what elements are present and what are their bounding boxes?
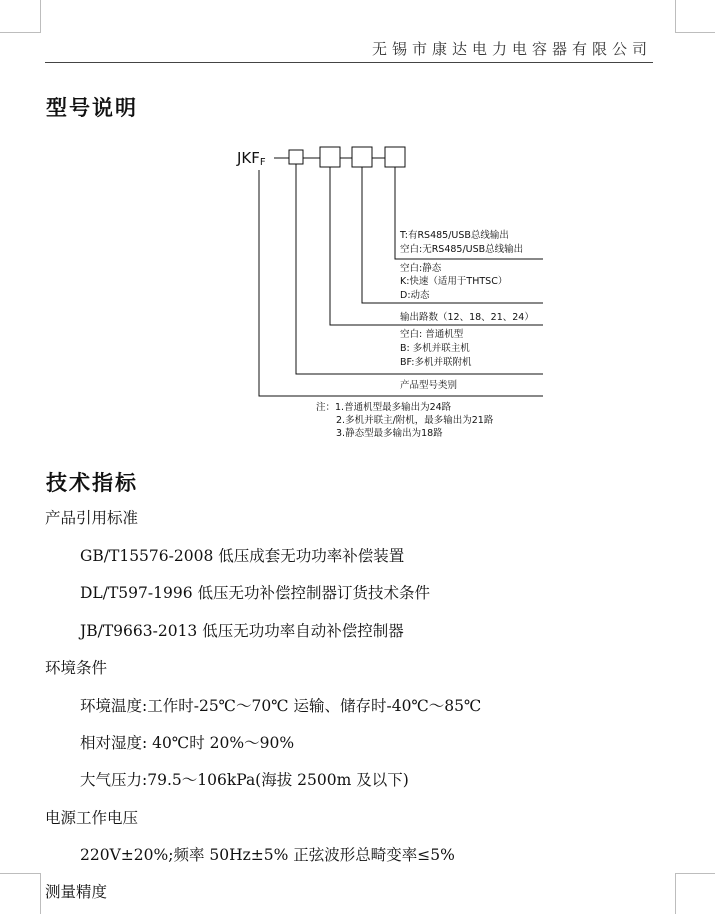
desc-outputs: 输出路数（12、18、21、24） [400,312,534,323]
note-line-1: 注：1.普通机型最多输出为24路 [316,402,452,413]
model-code-box-type [289,150,303,164]
desc-type-slave: BF:多机并联附机 [400,357,472,368]
page-corner-mark [675,873,715,914]
model-section-title: 型号说明 [46,96,138,120]
environment-item: 环境温度:工作时-25℃～70℃ 运输、储存时-40℃～85℃ [80,697,482,715]
desc-switch-dynamic: D:动态 [400,290,430,301]
note-line-2: 2.多机并联主/附机，最多输出为21路 [336,415,494,426]
desc-type-normal: 空白: 普通机型 [400,329,464,340]
desc-type-master: B: 多机并联主机 [400,343,470,354]
standards-heading: 产品引用标准 [45,509,139,527]
model-prefix: JKFF [237,149,266,168]
environment-heading: 环境条件 [45,659,108,677]
desc-switch-static: 空白:静态 [400,263,442,274]
standard-item: GB/T15576-2008 低压成套无功功率补偿装置 [80,547,405,565]
header-company-name: 无锡市康达电力电容器有限公司 [371,40,652,58]
environment-item: 大气压力:79.5～106kPa(海拔 2500m 及以下) [80,771,409,789]
note-line-3: 3.静态型最多输出为18路 [336,428,443,439]
desc-switch-fast: K:快速（适用于THTSC） [400,276,508,287]
accuracy-heading: 测量精度 [45,883,108,901]
power-item: 220V±20%;频率 50Hz±5% 正弦波形总畸变率≤5% [80,846,455,864]
desc-comm-blank: 空白:无RS485/USB总线输出 [400,244,524,255]
standard-item: JB/T9663-2013 低压无功功率自动补偿控制器 [80,622,404,640]
model-code-box-comm [385,147,405,167]
standard-item: DL/T597-1996 低压无功补偿控制器订货技术条件 [80,584,430,602]
model-code-box-switch [352,147,372,167]
environment-item: 相对湿度: 40℃时 20%～90% [80,734,295,752]
power-heading: 电源工作电压 [45,809,139,827]
page-corner-mark [0,873,41,914]
desc-category: 产品型号类别 [400,380,458,391]
tech-section-title: 技术指标 [46,471,138,495]
model-code-box-outputs [320,147,340,167]
desc-comm-t: T:有RS485/USB总线输出 [400,230,509,241]
